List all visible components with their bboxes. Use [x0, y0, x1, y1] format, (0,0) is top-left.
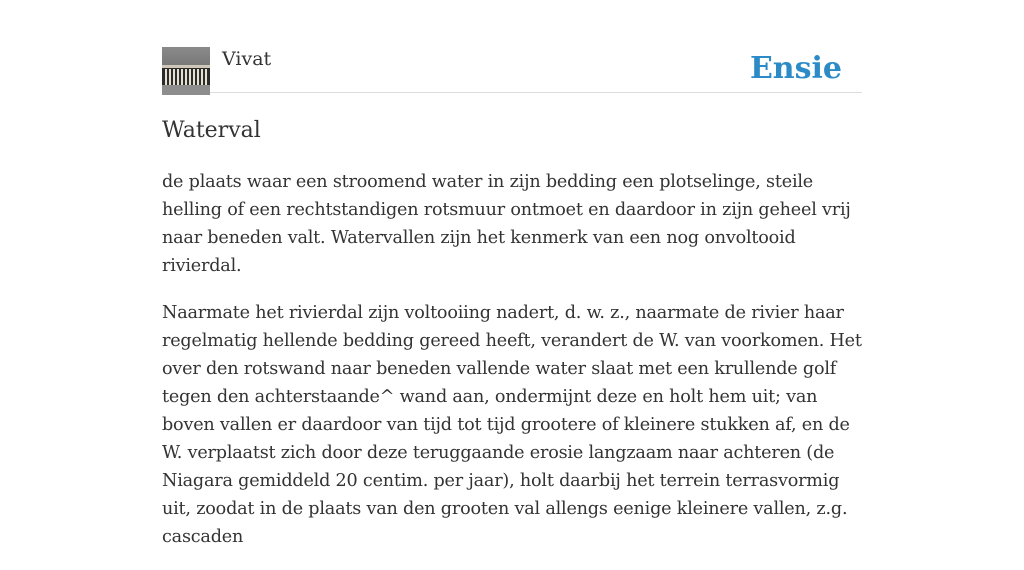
- page-title: Waterval: [162, 118, 261, 143]
- author-name[interactable]: Vivat: [222, 48, 272, 70]
- header: [162, 47, 862, 93]
- avatar[interactable]: [162, 47, 210, 95]
- avatar-image: [162, 47, 210, 95]
- article-body: [162, 168, 864, 570]
- paragraph: de plaats waar een stroomend water in zijn bedding een plotselinge, steile helling of een rechtstandigen rotsmuur ontmoet en daardoor in zijn geheel vrij naar beneden valt. Watervallen zijn het kenmerk van een nog onvoltooid rivierdal.: [162, 172, 851, 276]
- brand-logo[interactable]: Ensie: [749, 51, 842, 86]
- paragraph: Naarmate het rivierdal zijn voltooiing nadert, d. w. z., naarmate de rivier haar regelmatig hellende bedding gereed heeft, verandert de W. van voorkomen. Het over den rotswand naar beneden vallende water slaat met een krullende golf tegen den achterstaande^ wand aan, ondermijnt deze en holt hem uit; van boven vallen er daardoor van tijd tot tijd grootere of kleinere stukken af, en de W. verplaatst zich door deze teruggaande erosie langzaam naar achteren (de Niagara gemiddeld 20 centim. per jaar), holt daarbij het terrein terrasvormig uit, zoodat in de plaats van den grooten val allengs eenige kleinere vallen, z.g. cascaden: [162, 303, 862, 547]
